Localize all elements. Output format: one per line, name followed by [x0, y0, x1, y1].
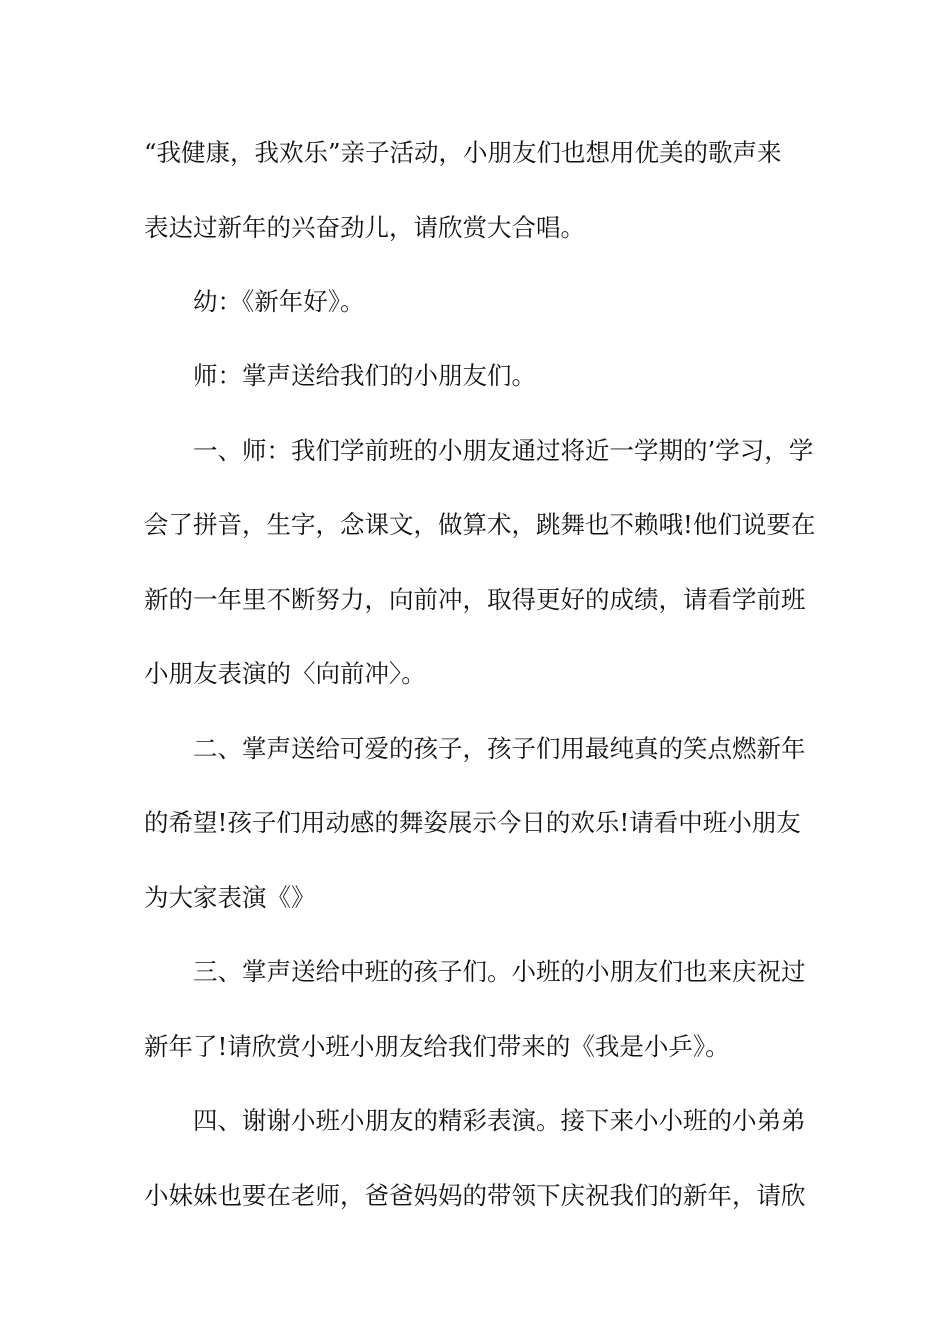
- paragraph-line: 小妹妹也要在老师，爸爸妈妈的带领下庆祝我们的新年，请欣: [144, 1181, 806, 1210]
- paragraph-line: 会了拼音，生字，念课文，做算术，跳舞也不赖哦!他们说要在: [144, 510, 816, 539]
- paragraph-line: 四、谢谢小班小朋友的精彩表演。接下来小小班的小弟弟: [193, 1106, 806, 1135]
- paragraph-line: “我健康，我欢乐”亲子活动，小朋友们也想用优美的歌声来: [144, 138, 782, 167]
- paragraph-line: 一、师：我们学前班的小朋友通过将近一学期的’学习，学: [193, 436, 814, 465]
- paragraph-line: 的希望!孩子们用动感的舞姿展示今日的欢乐!请看中班小朋友: [144, 808, 801, 837]
- paragraph-line: 二、掌声送给可爱的孩子，孩子们用最纯真的笑点燃新年: [193, 734, 806, 763]
- paragraph-line: 三、掌声送给中班的孩子们。小班的小朋友们也来庆祝过: [193, 957, 806, 986]
- paragraph-line: 师：掌声送给我们的小朋友们。: [193, 361, 536, 390]
- paragraph-line: 小朋友表演的〈向前冲〉。: [144, 659, 426, 688]
- paragraph-line: 新年了!请欣赏小班小朋友给我们带来的《我是小乒》。: [144, 1032, 730, 1061]
- paragraph-line: 表达过新年的兴奋劲儿，请欣赏大合唱。: [144, 213, 585, 242]
- paragraph-line: 幼：《新年好》。: [193, 287, 365, 316]
- paragraph-line: 新的一年里不断努力，向前冲，取得更好的成绩，请看学前班: [144, 585, 806, 614]
- paragraph-line: 为大家表演《》: [144, 883, 316, 912]
